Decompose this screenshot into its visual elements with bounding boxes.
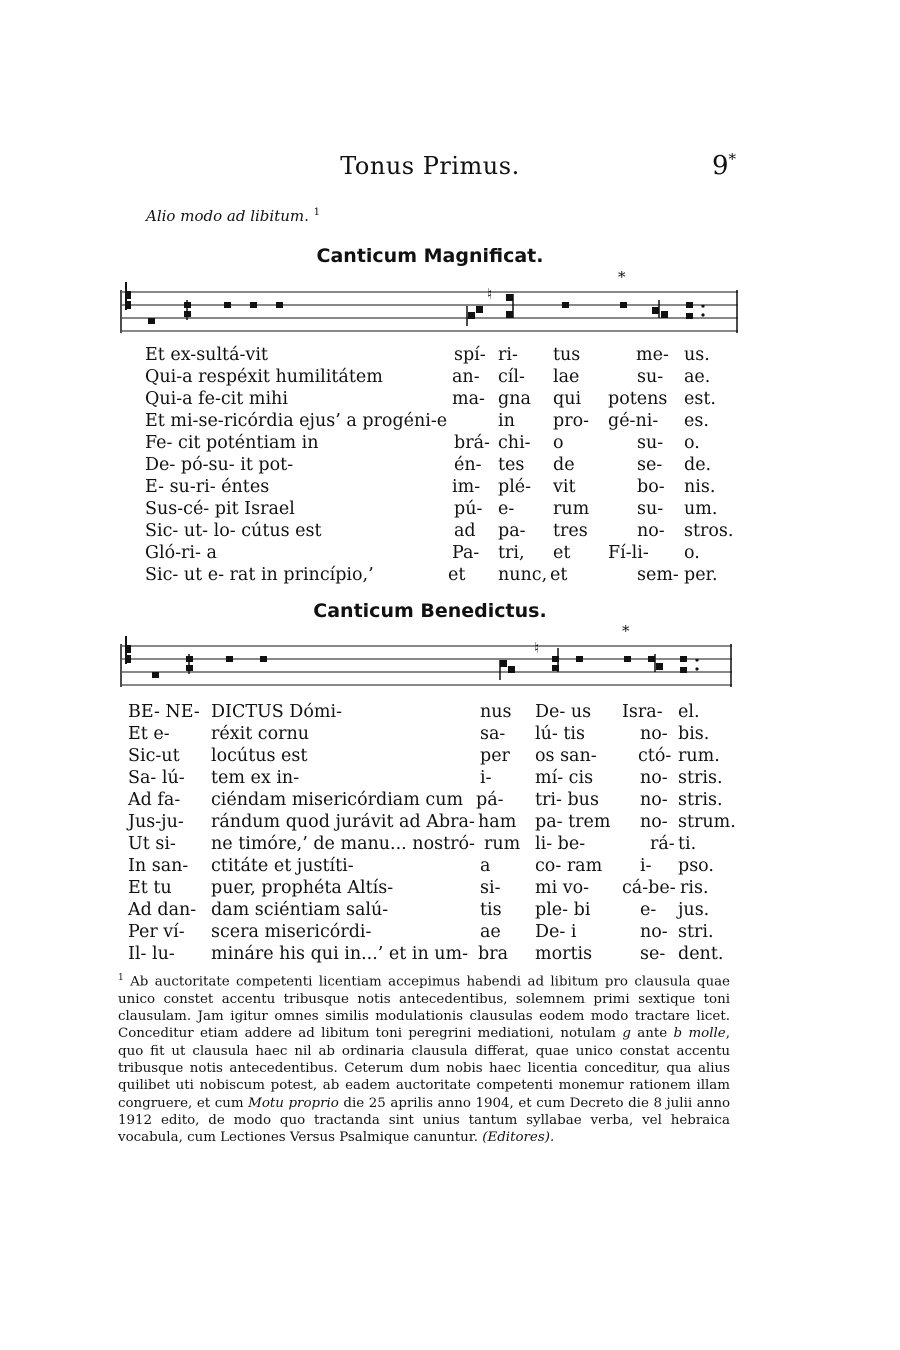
verse-row: Il- lu- mináre his qui in...’ et in um- bra mortis se- dent. <box>128 944 724 964</box>
verse-row: Ad dan- dam sciéntiam salú- tis ple- bi e- jus. <box>128 900 710 920</box>
benedictus-staff <box>120 636 740 696</box>
verse-row: Ad fa- ciéndam misericórdiam cum pá- tri- bus no- stris. <box>128 790 723 810</box>
verse-row: In san- ctitáte et justíti- a co- ram i- pso. <box>128 856 714 876</box>
asterisk-mark: * <box>618 268 626 286</box>
verse-row: Et ex-sultá-vit spí- ri- tus me- us. <box>145 345 710 365</box>
verse-row: Et e- réxit cornu sa- lú- tis no- bis. <box>128 724 710 744</box>
verse-row: Per ví- scera misericórdi- ae De- i no- stri. <box>128 922 714 942</box>
magnificat-staff <box>120 282 740 342</box>
verse-row: Sa- lú- tem ex in- i- mí- cis no- stris. <box>128 768 723 788</box>
verse-row: Et mi-se-ricórdia ejus’ a progéni-e in pro- gé-ni- es. <box>145 411 709 431</box>
page-number: 9* <box>712 150 737 181</box>
verse-row: Fe- cit poténtiam in brá- chi- o su- o. <box>145 433 700 453</box>
page-title: Tonus Primus. <box>340 152 520 180</box>
verse-row: BE- NE- DICTUS Dómi- nus De- us Isra- el. <box>128 702 700 722</box>
verse-row: Sic- ut e- rat in princípio,’ et nunc, et sem- per. <box>145 565 718 585</box>
asterisk-mark: * <box>622 622 630 640</box>
verse-row: Qui-a fe-cit mihi ma- gna qui potens est. <box>145 389 716 409</box>
verse-row: Qui-a respéxit humilitátem an- cíl- lae su- ae. <box>145 367 711 387</box>
footnote: $^1$ Ab auctoritate competenti licentiam accepimus habendi ad libitum pro clausula quae unico constet accentu tribusque notis antecedentibus, solemnem primi sextique toni clausulam. Jam igitur omnes similis modulationis clausulas eodem modo tractare licet. Conceditur etiam addere ad libitum toni peregrini mediationi, notulam g ante b molle, quo fit ut clausula haec nil ab ordinaria clausula differat, quae unico constat accentu tribusque notis antecedentibus. Ceterum dum nobis haec licentia conceditur, qua alius quilibet uti nobiscum potest, ab eadem auctoritate competenti monemur rationem illam congruere, et cum Motu proprio die 25 aprilis anno 1904, et cum Decreto die 8 julii anno 1912 edito, de modo quo tractanda sint unius tantum syllabae verba, vel hebraica vocabula, cum Lectiones Versus Psalmique canuntur. (Editores). <box>118 973 731 1146</box>
verse-row: Ut si- ne timóre,’ de manu... nostró- rum li- be- rá- ti. <box>128 834 697 854</box>
verse-row: De- pó-su- it pot- én- tes de se- de. <box>145 455 712 475</box>
verse-row: Jus-ju- rándum quod jurávit ad Abra- ham pa- trem no- strum. <box>128 812 736 832</box>
verse-row: Gló-ri- a Pa- tri, et Fí-li- o. <box>145 543 700 563</box>
verse-row: Sic- ut- lo- cútus est ad pa- tres no- stros. <box>145 521 734 541</box>
verse-row: Sic-ut locútus est per os san- ctó- rum. <box>128 746 720 766</box>
natural-sign-icon: ♮ <box>487 285 493 303</box>
benedictus-title: Canticum Benedictus. <box>313 600 547 622</box>
verse-row: Sus-cé- pit Israel pú- e- rum su- um. <box>145 499 718 519</box>
verse-row: Et tu puer, prophéta Altís- si- mi vo- cá-be- ris. <box>128 878 709 898</box>
magnificat-title: Canticum Magnificat. <box>316 245 544 267</box>
subtitle: Alio modo ad libitum. $^1$ <box>146 207 321 225</box>
natural-sign-icon: ♮ <box>534 639 540 657</box>
verse-row: E- su-ri- éntes im- plé- vit bo- nis. <box>145 477 716 497</box>
